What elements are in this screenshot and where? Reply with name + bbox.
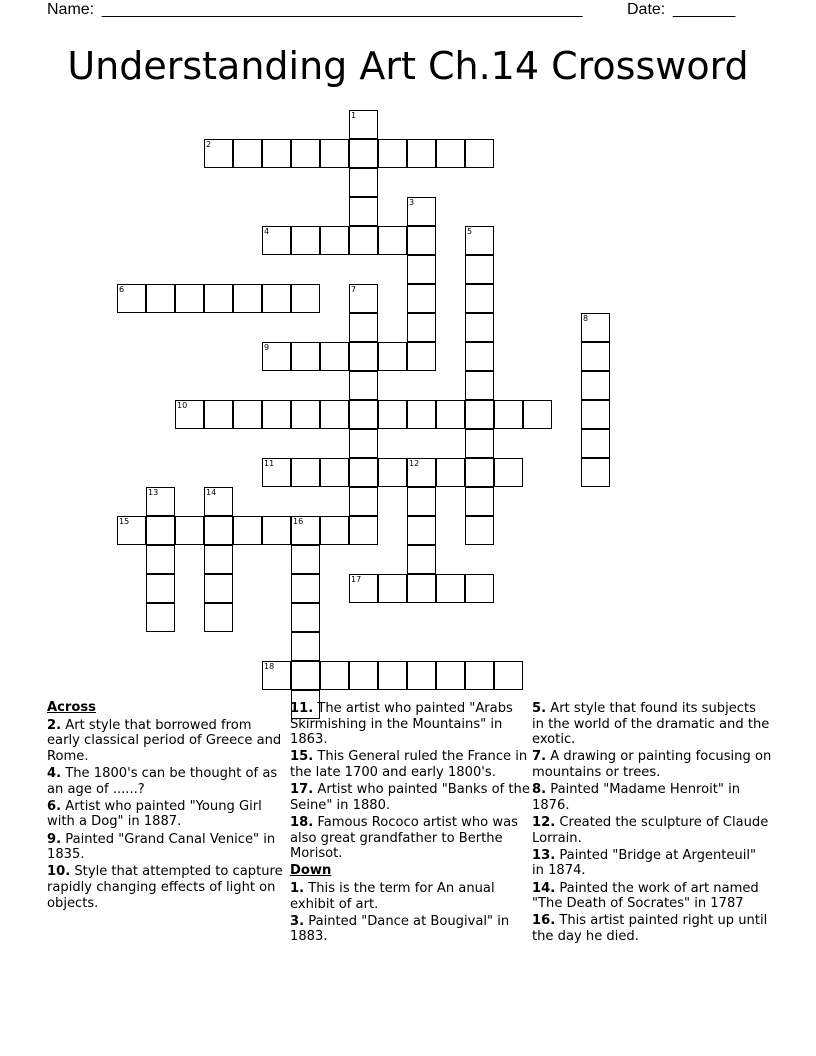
grid-cell[interactable] <box>291 661 320 690</box>
grid-cell[interactable] <box>465 371 494 400</box>
clue-text: A drawing or painting focusing on mountains or trees. <box>532 749 772 780</box>
clue-text: The 1800's can be thought of as an age of ......? <box>47 765 278 797</box>
grid-cell[interactable] <box>523 400 552 429</box>
across-clue <box>290 701 530 748</box>
clue-number: 1 <box>351 111 357 120</box>
grid-cell[interactable] <box>465 400 494 429</box>
clue-number: 7. <box>532 749 547 765</box>
down-clue-list-1 <box>290 881 530 945</box>
across-clue-list-2 <box>290 701 530 862</box>
clue-text: The artist who painted "Arabs Skirmishing in the Mountains" in 1863. <box>290 701 513 748</box>
grid-cell[interactable] <box>407 574 436 603</box>
grid-cell[interactable] <box>320 458 349 487</box>
across-clue <box>47 864 287 911</box>
date-label: Date: <box>627 1 666 18</box>
clue-number: 18 <box>264 662 275 671</box>
clue-number: 11 <box>264 459 275 468</box>
grid-cell[interactable] <box>175 284 204 313</box>
grid-cell[interactable] <box>465 661 494 690</box>
grid-cell[interactable] <box>146 603 175 632</box>
down-clue <box>532 913 772 944</box>
grid-cell[interactable] <box>465 139 494 168</box>
grid-cell[interactable] <box>581 458 610 487</box>
grid-cell[interactable] <box>349 371 378 400</box>
clue-number: 10 <box>177 401 188 410</box>
grid-cell[interactable] <box>291 284 320 313</box>
date-line: _______ <box>673 1 736 18</box>
clue-text: Painted "Bridge at Argenteuil" in 1874. <box>532 847 757 879</box>
clues-column-1 <box>47 700 287 913</box>
grid-cell[interactable] <box>349 168 378 197</box>
grid-cell[interactable] <box>175 516 204 545</box>
grid-cell[interactable] <box>349 226 378 255</box>
grid-cell[interactable] <box>320 400 349 429</box>
grid-cell[interactable] <box>291 632 320 661</box>
clue-number: 5. <box>532 701 547 716</box>
across-clue <box>290 815 530 862</box>
across-clue <box>290 749 530 780</box>
clue-number: 15. <box>290 749 314 765</box>
clue-number: 8 <box>583 314 589 323</box>
clue-number: 13 <box>148 488 159 497</box>
grid-cell[interactable] <box>262 400 291 429</box>
clue-number: 1. <box>290 880 305 896</box>
clue-number: 9 <box>264 343 270 352</box>
clue-text: This General ruled the France in the late 1700 and early 1800's. <box>290 749 528 780</box>
clue-text: Painted "Madame Henroit" in 1876. <box>532 782 741 813</box>
grid-cell[interactable] <box>378 139 407 168</box>
across-clue <box>47 718 287 765</box>
grid-cell[interactable] <box>436 661 465 690</box>
grid-cell[interactable] <box>349 516 378 545</box>
clue-number: 16 <box>293 517 304 526</box>
grid-cell[interactable] <box>407 487 436 516</box>
clue-number: 3 <box>409 198 415 207</box>
clue-number: 17 <box>351 575 362 584</box>
grid-cell[interactable] <box>581 342 610 371</box>
clue-number: 16. <box>532 913 556 929</box>
across-clue-list-1 <box>47 718 287 912</box>
name-line: ______________________________________________________ <box>102 1 583 18</box>
clue-text: Famous Rococo artist who was also great grandfather to Berthe Morisot. <box>290 814 518 862</box>
down-clue <box>532 701 772 748</box>
grid-cell[interactable] <box>378 226 407 255</box>
clue-number: 17. <box>290 782 314 798</box>
down-heading: Down <box>290 863 332 879</box>
grid-cell[interactable] <box>407 255 436 284</box>
clue-number: 18. <box>290 814 314 830</box>
grid-cell[interactable] <box>407 313 436 342</box>
down-clue <box>532 782 772 813</box>
grid-cell[interactable] <box>378 400 407 429</box>
grid-cell[interactable] <box>465 516 494 545</box>
grid-cell[interactable] <box>233 139 262 168</box>
clue-text: Painted "Dance at Bougival" in 1883. <box>290 913 510 945</box>
grid-cell[interactable] <box>581 429 610 458</box>
grid-cell[interactable] <box>465 255 494 284</box>
across-clue <box>290 782 530 813</box>
clue-number: 14. <box>532 880 556 896</box>
grid-cell[interactable] <box>204 545 233 574</box>
grid-cell[interactable] <box>349 429 378 458</box>
grid-cell[interactable] <box>291 139 320 168</box>
across-clue <box>47 799 287 830</box>
grid-cell[interactable] <box>146 574 175 603</box>
grid-cell[interactable] <box>291 342 320 371</box>
grid-cell[interactable] <box>233 400 262 429</box>
down-clue <box>532 848 772 879</box>
grid-cell[interactable] <box>349 197 378 226</box>
grid-cell[interactable] <box>349 342 378 371</box>
clue-number: 2. <box>47 717 62 733</box>
grid-cell[interactable] <box>204 603 233 632</box>
grid-cell[interactable] <box>436 458 465 487</box>
grid-cell[interactable] <box>378 342 407 371</box>
clues-column-3 <box>532 701 772 946</box>
clue-text: Style that attempted to capture rapidly changing effects of light on objects. <box>47 864 283 911</box>
grid-cell[interactable] <box>581 400 610 429</box>
grid-cell[interactable] <box>233 284 262 313</box>
across-clue <box>47 766 287 797</box>
clue-text: Created the sculpture of Claude Lorrain. <box>532 814 769 846</box>
down-clue <box>532 881 772 912</box>
grid-cell[interactable] <box>146 545 175 574</box>
grid-cell[interactable] <box>320 226 349 255</box>
grid-cell[interactable] <box>494 400 523 429</box>
grid-cell[interactable] <box>291 226 320 255</box>
grid-cell[interactable] <box>320 661 349 690</box>
grid-cell[interactable] <box>349 139 378 168</box>
grid-cell[interactable] <box>349 487 378 516</box>
grid-cell[interactable] <box>407 661 436 690</box>
clue-number: 12. <box>532 814 556 830</box>
grid-cell[interactable] <box>349 400 378 429</box>
grid-cell[interactable] <box>291 458 320 487</box>
grid-cell[interactable] <box>465 284 494 313</box>
clue-number: 5 <box>467 227 473 236</box>
clue-number: 7 <box>351 285 357 294</box>
grid-cell[interactable] <box>436 139 465 168</box>
clue-number: 8. <box>532 782 547 798</box>
clue-text: This artist painted right up until the day he died. <box>532 913 768 944</box>
grid-cell[interactable] <box>465 574 494 603</box>
grid-cell[interactable] <box>291 545 320 574</box>
down-clue <box>532 815 772 846</box>
clue-number: 4. <box>47 765 62 781</box>
grid-cell[interactable] <box>262 139 291 168</box>
grid-cell[interactable] <box>320 516 349 545</box>
grid-cell[interactable] <box>378 574 407 603</box>
down-clue <box>532 749 772 780</box>
down-clue <box>290 914 530 945</box>
grid-cell[interactable] <box>291 603 320 632</box>
grid-cell[interactable] <box>465 487 494 516</box>
grid-cell[interactable] <box>407 545 436 574</box>
grid-cell[interactable] <box>436 400 465 429</box>
down-clue <box>290 881 530 912</box>
clue-number: 9. <box>47 831 62 847</box>
clue-number: 14 <box>206 488 217 497</box>
clue-number: 15 <box>119 517 130 526</box>
grid-cell[interactable] <box>407 516 436 545</box>
grid-cell[interactable] <box>204 400 233 429</box>
clue-number: 13. <box>532 847 556 863</box>
grid-cell[interactable] <box>407 342 436 371</box>
grid-cell[interactable] <box>349 313 378 342</box>
clue-number: 10. <box>47 864 71 880</box>
grid-cell[interactable] <box>378 661 407 690</box>
grid-cell[interactable] <box>204 516 233 545</box>
clue-text: Art style that found its subjects in the world of the dramatic and the exotic. <box>532 701 770 748</box>
clues-column-2 <box>290 701 530 946</box>
clue-number: 4 <box>264 227 270 236</box>
grid-cell[interactable] <box>204 574 233 603</box>
grid-cell[interactable] <box>320 342 349 371</box>
grid-cell[interactable] <box>436 574 465 603</box>
down-clue-list-2 <box>532 701 772 944</box>
clue-number: 11. <box>290 701 314 716</box>
across-clue <box>47 832 287 863</box>
grid-cell[interactable] <box>349 458 378 487</box>
grid-cell[interactable] <box>465 429 494 458</box>
grid-cell[interactable] <box>407 284 436 313</box>
grid-cell[interactable] <box>262 516 291 545</box>
grid-cell[interactable] <box>378 458 407 487</box>
grid-cell[interactable] <box>494 661 523 690</box>
clue-number: 6. <box>47 798 62 814</box>
grid-cell[interactable] <box>465 342 494 371</box>
grid-cell[interactable] <box>581 371 610 400</box>
grid-cell[interactable] <box>349 661 378 690</box>
clue-text: Artist who painted "Young Girl with a Dog" in 1887. <box>47 798 262 830</box>
clue-text: Art style that borrowed from early classical period of Greece and Rome. <box>47 717 282 764</box>
clue-text: Painted "Grand Canal Venice" in 1835. <box>47 831 276 863</box>
clue-number: 6 <box>119 285 125 294</box>
grid-cell[interactable] <box>146 516 175 545</box>
grid-cell[interactable] <box>146 284 175 313</box>
grid-cell[interactable] <box>407 226 436 255</box>
grid-cell[interactable] <box>407 400 436 429</box>
name-label: Name: <box>47 1 95 18</box>
clue-number: 2 <box>206 140 212 149</box>
clue-text: Painted the work of art named "The Death of Socrates" in 1787 <box>532 880 759 912</box>
grid-cell[interactable] <box>494 458 523 487</box>
grid-cell[interactable] <box>320 139 349 168</box>
grid-cell[interactable] <box>465 313 494 342</box>
grid-cell[interactable] <box>233 516 262 545</box>
clue-number: 12 <box>409 459 420 468</box>
clue-text: This is the term for An anual exhibit of art. <box>290 880 495 912</box>
clue-number: 3. <box>290 913 305 929</box>
across-heading: Across <box>47 700 96 715</box>
clue-text: Artist who painted "Banks of the Seine" in 1880. <box>290 782 530 813</box>
grid-cell[interactable] <box>291 574 320 603</box>
grid-cell[interactable] <box>465 458 494 487</box>
grid-cell[interactable] <box>407 139 436 168</box>
grid-cell[interactable] <box>291 400 320 429</box>
grid-cell[interactable] <box>262 284 291 313</box>
grid-cell[interactable] <box>204 284 233 313</box>
page-title: Understanding Art Ch.14 Crossword <box>67 44 749 88</box>
